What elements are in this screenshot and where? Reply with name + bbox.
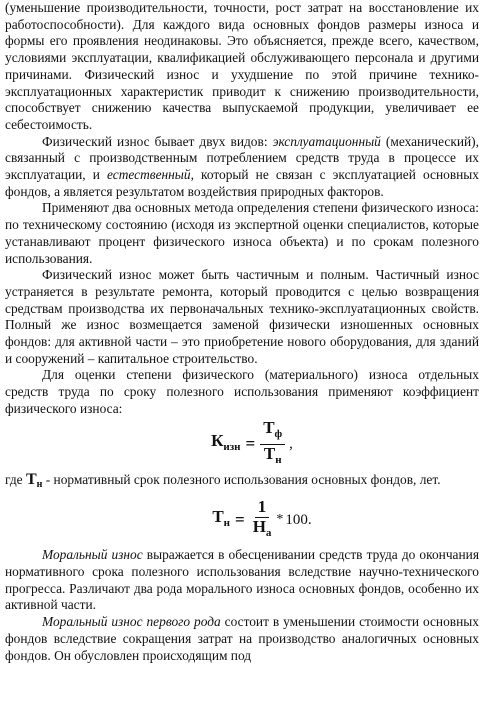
formula-lhs: $К_{изн}$: [211, 431, 241, 454]
term-first-kind: первого рода: [146, 614, 221, 630]
formula-numerator: 1: [255, 499, 270, 518]
text-run: Физический износ бывает двух видов:: [42, 133, 273, 149]
formula-normative-term: [45, 493, 479, 547]
term-moral-wear: Моральный износ: [42, 547, 143, 563]
formula-hundred: 100: [285, 511, 308, 528]
term-natural: естественный: [107, 167, 191, 183]
term-operational: эксплуатационный: [272, 133, 381, 149]
paragraph-moral-wear: [5, 547, 479, 614]
formula-equals: =: [245, 434, 256, 454]
formula-numerator: $Т_ф$: [260, 420, 285, 445]
formula-lhs: $Т_н$: [212, 506, 230, 529]
text-run: выражается в обесценивании средств труда до окончания нормативного срока полезного использования вследствие научно-технического прогресса. Различают два рода морального износа основных фондов, особенно их активной части.: [5, 547, 479, 613]
paragraph-where: [5, 472, 479, 494]
formula-denominator: $Н_а$: [252, 516, 272, 539]
paragraph-physical-wear-intro: (уменьшение производительности, точности, рост затрат на восстановление их работоспособности). Для каждого вида основных фондов размеры износа и формы его проявления неодинаковы. Это объясняется, прежде всего, качеством, условиями эксплуатации, квалификацией обслуживающего персонала и другими причинами. Физический износ и ухудшение по этой причине технико-эксплуатационных характеристик приводит к снижению производительности, способствует снижению качества выпускаемой продукции, увеличивает ее себестоимость.: [5, 0, 479, 132]
formula-comma: ,: [289, 436, 293, 453]
formula-period: .: [307, 511, 312, 528]
term-moral-wear-2: Моральный износ: [42, 614, 147, 630]
formula-multiply: *: [276, 511, 284, 527]
formula-equals: =: [235, 509, 245, 529]
formula-wear-coefficient: [25, 418, 479, 472]
paragraph-methods: Применяют два основных метода определения степени физического износа: по техническому состоянию (исходя из экспертной оценки специалистов, которые устанавливают процент физического износа объекта) и по срокам полезного использования.: [5, 200, 479, 266]
paragraph-wear-types: [5, 134, 479, 201]
paragraph-partial-full: Физический износ может быть частичным и полным. Частичный износ устраняется в результате ремонта, который проводится с целью возвращения средствам производства их первоначальных технико-эксплуатационных свойств. Полный же износ возмещается заменой физически изношенных основных фондов: для активной части – это приобретение нового оборудования, для зданий и сооружений – капитальное строительство.: [5, 267, 479, 366]
variable-tn: $Т_н$: [25, 470, 43, 490]
text-run: , который не связан с эксплуатацией основных фондов, а является результатом воздействия природных факторов.: [5, 167, 480, 199]
formula-fraction: [260, 420, 285, 468]
text-run: состоит в уменьшении стоимости основных фондов вследствие сокращения затрат на производство аналогичных основных фондов. Он обусловлен происходящим под: [5, 614, 479, 663]
paragraph-coefficient-intro: Для оценки степени физического (материального) износа отдельных средств труда по сроку полезного использования применяют коэффициент физического износа:: [5, 367, 479, 416]
text-run: (механический), связанный с производственным потреблением средств труда в процессе их эксплуатации, и: [5, 133, 479, 183]
paragraph-moral-first-kind: [5, 614, 479, 664]
text-run: где: [5, 471, 26, 487]
formula-denominator: $Т_н$: [263, 444, 282, 467]
text-run: - нормативный срок полезного использования основных фондов, лет.: [42, 471, 441, 487]
formula-fraction: [250, 499, 275, 541]
